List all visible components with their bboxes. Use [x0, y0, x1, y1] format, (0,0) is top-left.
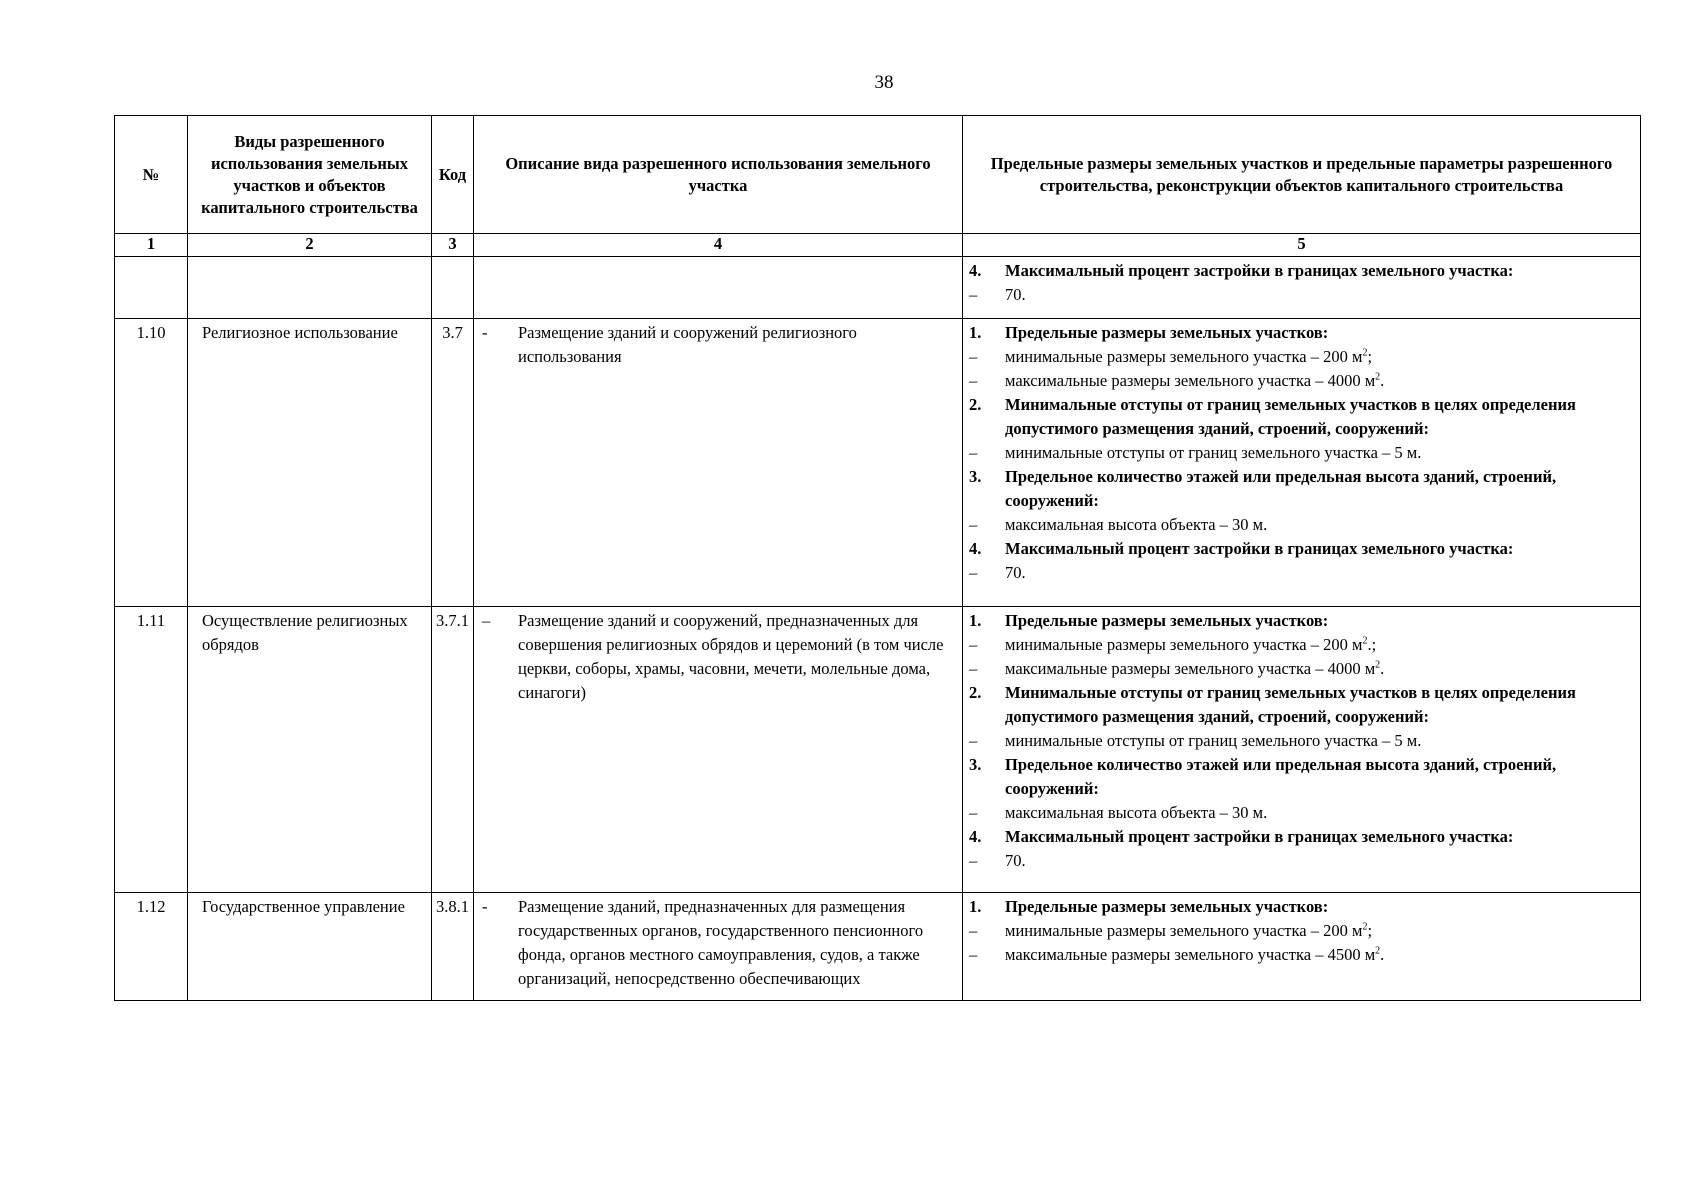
row-parameters-cell	[963, 319, 1641, 607]
parameter-marker: –	[969, 731, 978, 750]
parameter-text: Максимальный процент застройки в границах земельного участка:	[1005, 261, 1514, 280]
header-kind: Виды разрешенного использования земельных участков и объектов капитального строительства	[188, 116, 432, 234]
parameter-marker: 1.	[969, 323, 982, 342]
parameter-item	[969, 561, 1634, 585]
row-kind: Осуществление религиозных обрядов	[188, 607, 432, 893]
parameter-marker: –	[969, 515, 978, 534]
row-description-cell	[474, 607, 963, 893]
header-parameters: Предельные размеры земельных участков и предельные параметры разрешенного строительства, реконструкции объектов капитального строительства	[963, 116, 1641, 234]
parameter-heading	[969, 537, 1634, 561]
row-kind: Религиозное использование	[188, 319, 432, 607]
table-row	[115, 607, 1641, 893]
parameter-marker: –	[969, 285, 978, 304]
parameter-marker: –	[969, 851, 978, 870]
parameter-heading	[969, 895, 1634, 919]
column-number: 5	[963, 234, 1641, 257]
row-description	[474, 893, 962, 991]
parameter-text: Предельное количество этажей или предельная высота зданий, строений, сооружений:	[1005, 467, 1557, 510]
parameter-item	[969, 633, 1634, 657]
parameter-marker: –	[969, 921, 978, 940]
row-code	[432, 257, 474, 319]
column-number: 2	[188, 234, 432, 257]
parameter-text: минимальные размеры земельного участка – 200 $м^2$;	[1005, 921, 1373, 940]
parameter-text: Предельные размеры земельных участков:	[1005, 897, 1329, 916]
parameter-text: минимальные отступы от границ земельного участка – 5 м.	[1005, 731, 1422, 750]
parameter-item	[969, 283, 1634, 307]
parameter-marker: 2.	[969, 395, 982, 414]
parameter-text: минимальные отступы от границ земельного участка – 5 м.	[1005, 443, 1422, 462]
row-number: 1.11	[115, 607, 188, 893]
parameter-item	[969, 369, 1634, 393]
parameter-heading	[969, 465, 1634, 513]
row-parameters-cell	[963, 607, 1641, 893]
parameter-text: Предельное количество этажей или предельная высота зданий, строений, сооружений:	[1005, 755, 1557, 798]
column-number-row	[115, 234, 1641, 257]
parameter-text: Максимальный процент застройки в границах земельного участка:	[1005, 539, 1514, 558]
parameter-text: 70.	[1005, 563, 1026, 582]
row-number: 1.10	[115, 319, 188, 607]
superscript: 2	[1375, 945, 1381, 957]
superscript: 2	[1375, 371, 1381, 383]
parameter-text: Предельные размеры земельных участков:	[1005, 323, 1329, 342]
parameter-text: максимальные размеры земельного участка – 4000 $м^2$.	[1005, 371, 1385, 390]
column-number: 1	[115, 234, 188, 257]
description-dash: –	[482, 611, 491, 630]
parameters-list	[963, 319, 1640, 585]
parameter-text: Минимальные отступы от границ земельных участков в целях определения допустимого размещения зданий, строений, сооружений:	[1005, 683, 1576, 726]
superscript: 2	[1362, 347, 1368, 359]
parameter-marker: 3.	[969, 755, 982, 774]
parameter-text: 70.	[1005, 285, 1026, 304]
table-row	[115, 319, 1641, 607]
table-header-row	[115, 116, 1641, 234]
parameter-item	[969, 849, 1634, 873]
parameter-marker: –	[969, 347, 978, 366]
parameter-marker: –	[969, 635, 978, 654]
parameter-item	[969, 441, 1634, 465]
row-code: 3.7.1	[432, 607, 474, 893]
superscript: 2	[1375, 659, 1381, 671]
parameter-marker: 4.	[969, 539, 982, 558]
parameter-marker: 1.	[969, 611, 982, 630]
parameter-marker: 1.	[969, 897, 982, 916]
row-kind: Государственное управление	[188, 893, 432, 1001]
parameter-heading	[969, 609, 1634, 633]
header-description: Описание вида разрешенного использования земельного участка	[474, 116, 963, 234]
parameter-item	[969, 729, 1634, 753]
column-number: 4	[474, 234, 963, 257]
row-description	[474, 319, 962, 369]
row-description-cell	[474, 257, 963, 319]
parameter-item	[969, 801, 1634, 825]
description-text: Размещение зданий, предназначенных для размещения государственных органов, государственного пенсионного фонда, органов местного самоуправления, судов, а также организаций, непосредственно обеспечивающих	[518, 897, 924, 988]
row-description-cell	[474, 893, 963, 1001]
parameter-item	[969, 943, 1634, 967]
parameter-marker: 2.	[969, 683, 982, 702]
parameter-item	[969, 345, 1634, 369]
parameter-text: минимальные размеры земельного участка – 200 $м^2$.;	[1005, 635, 1377, 654]
parameter-marker: –	[969, 803, 978, 822]
column-number: 3	[432, 234, 474, 257]
parameter-text: минимальные размеры земельного участка – 200 $м^2$;	[1005, 347, 1373, 366]
row-code: 3.8.1	[432, 893, 474, 1001]
description-text: Размещение зданий и сооружений религиозного использования	[518, 323, 857, 366]
parameter-marker: 3.	[969, 467, 982, 486]
row-number: 1.12	[115, 893, 188, 1001]
parameter-text: максимальная высота объекта – 30 м.	[1005, 803, 1268, 822]
superscript: 2	[1362, 921, 1368, 933]
parameter-marker: 4.	[969, 261, 982, 280]
parameter-text: Предельные размеры земельных участков:	[1005, 611, 1329, 630]
parameter-heading	[969, 259, 1634, 283]
land-use-regulations-table	[114, 115, 1641, 1001]
row-description	[474, 607, 962, 705]
row-parameters-cell	[963, 257, 1641, 319]
row-parameters-cell	[963, 893, 1641, 1001]
row-kind	[188, 257, 432, 319]
row-description-cell	[474, 319, 963, 607]
parameter-marker: –	[969, 945, 978, 964]
row-code: 3.7	[432, 319, 474, 607]
parameter-heading	[969, 681, 1634, 729]
page-number: 38	[874, 72, 894, 93]
parameter-text: Минимальные отступы от границ земельных участков в целях определения допустимого размещения зданий, строений, сооружений:	[1005, 395, 1576, 438]
parameter-marker: 4.	[969, 827, 982, 846]
parameter-heading	[969, 753, 1634, 801]
parameter-text: максимальные размеры земельного участка – 4000 $м^2$.	[1005, 659, 1385, 678]
superscript: 2	[1362, 635, 1368, 647]
parameter-text: 70.	[1005, 851, 1026, 870]
parameter-marker: –	[969, 659, 978, 678]
parameter-marker: –	[969, 563, 978, 582]
parameter-text: максимальная высота объекта – 30 м.	[1005, 515, 1268, 534]
parameters-list	[963, 257, 1640, 307]
description-dash: -	[482, 897, 488, 916]
row-number	[115, 257, 188, 319]
header-number: №	[115, 116, 188, 234]
header-code: Код	[432, 116, 474, 234]
parameters-list	[963, 607, 1640, 873]
parameter-heading	[969, 393, 1634, 441]
parameter-item	[969, 513, 1634, 537]
parameter-text: максимальные размеры земельного участка – 4500 $м^2$.	[1005, 945, 1385, 964]
parameter-item	[969, 919, 1634, 943]
parameter-marker: –	[969, 443, 978, 462]
parameter-marker: –	[969, 371, 978, 390]
parameter-item	[969, 657, 1634, 681]
table-row	[115, 893, 1641, 1001]
table-row	[115, 257, 1641, 319]
parameters-list	[963, 893, 1640, 967]
parameter-text: Максимальный процент застройки в границах земельного участка:	[1005, 827, 1514, 846]
parameter-heading	[969, 825, 1634, 849]
parameter-heading	[969, 321, 1634, 345]
description-dash: -	[482, 323, 488, 342]
description-text: Размещение зданий и сооружений, предназначенных для совершения религиозных обрядов и церемоний (в том числе церкви, соборы, храмы, часовни, мечети, молельные дома, синагоги)	[518, 611, 944, 702]
